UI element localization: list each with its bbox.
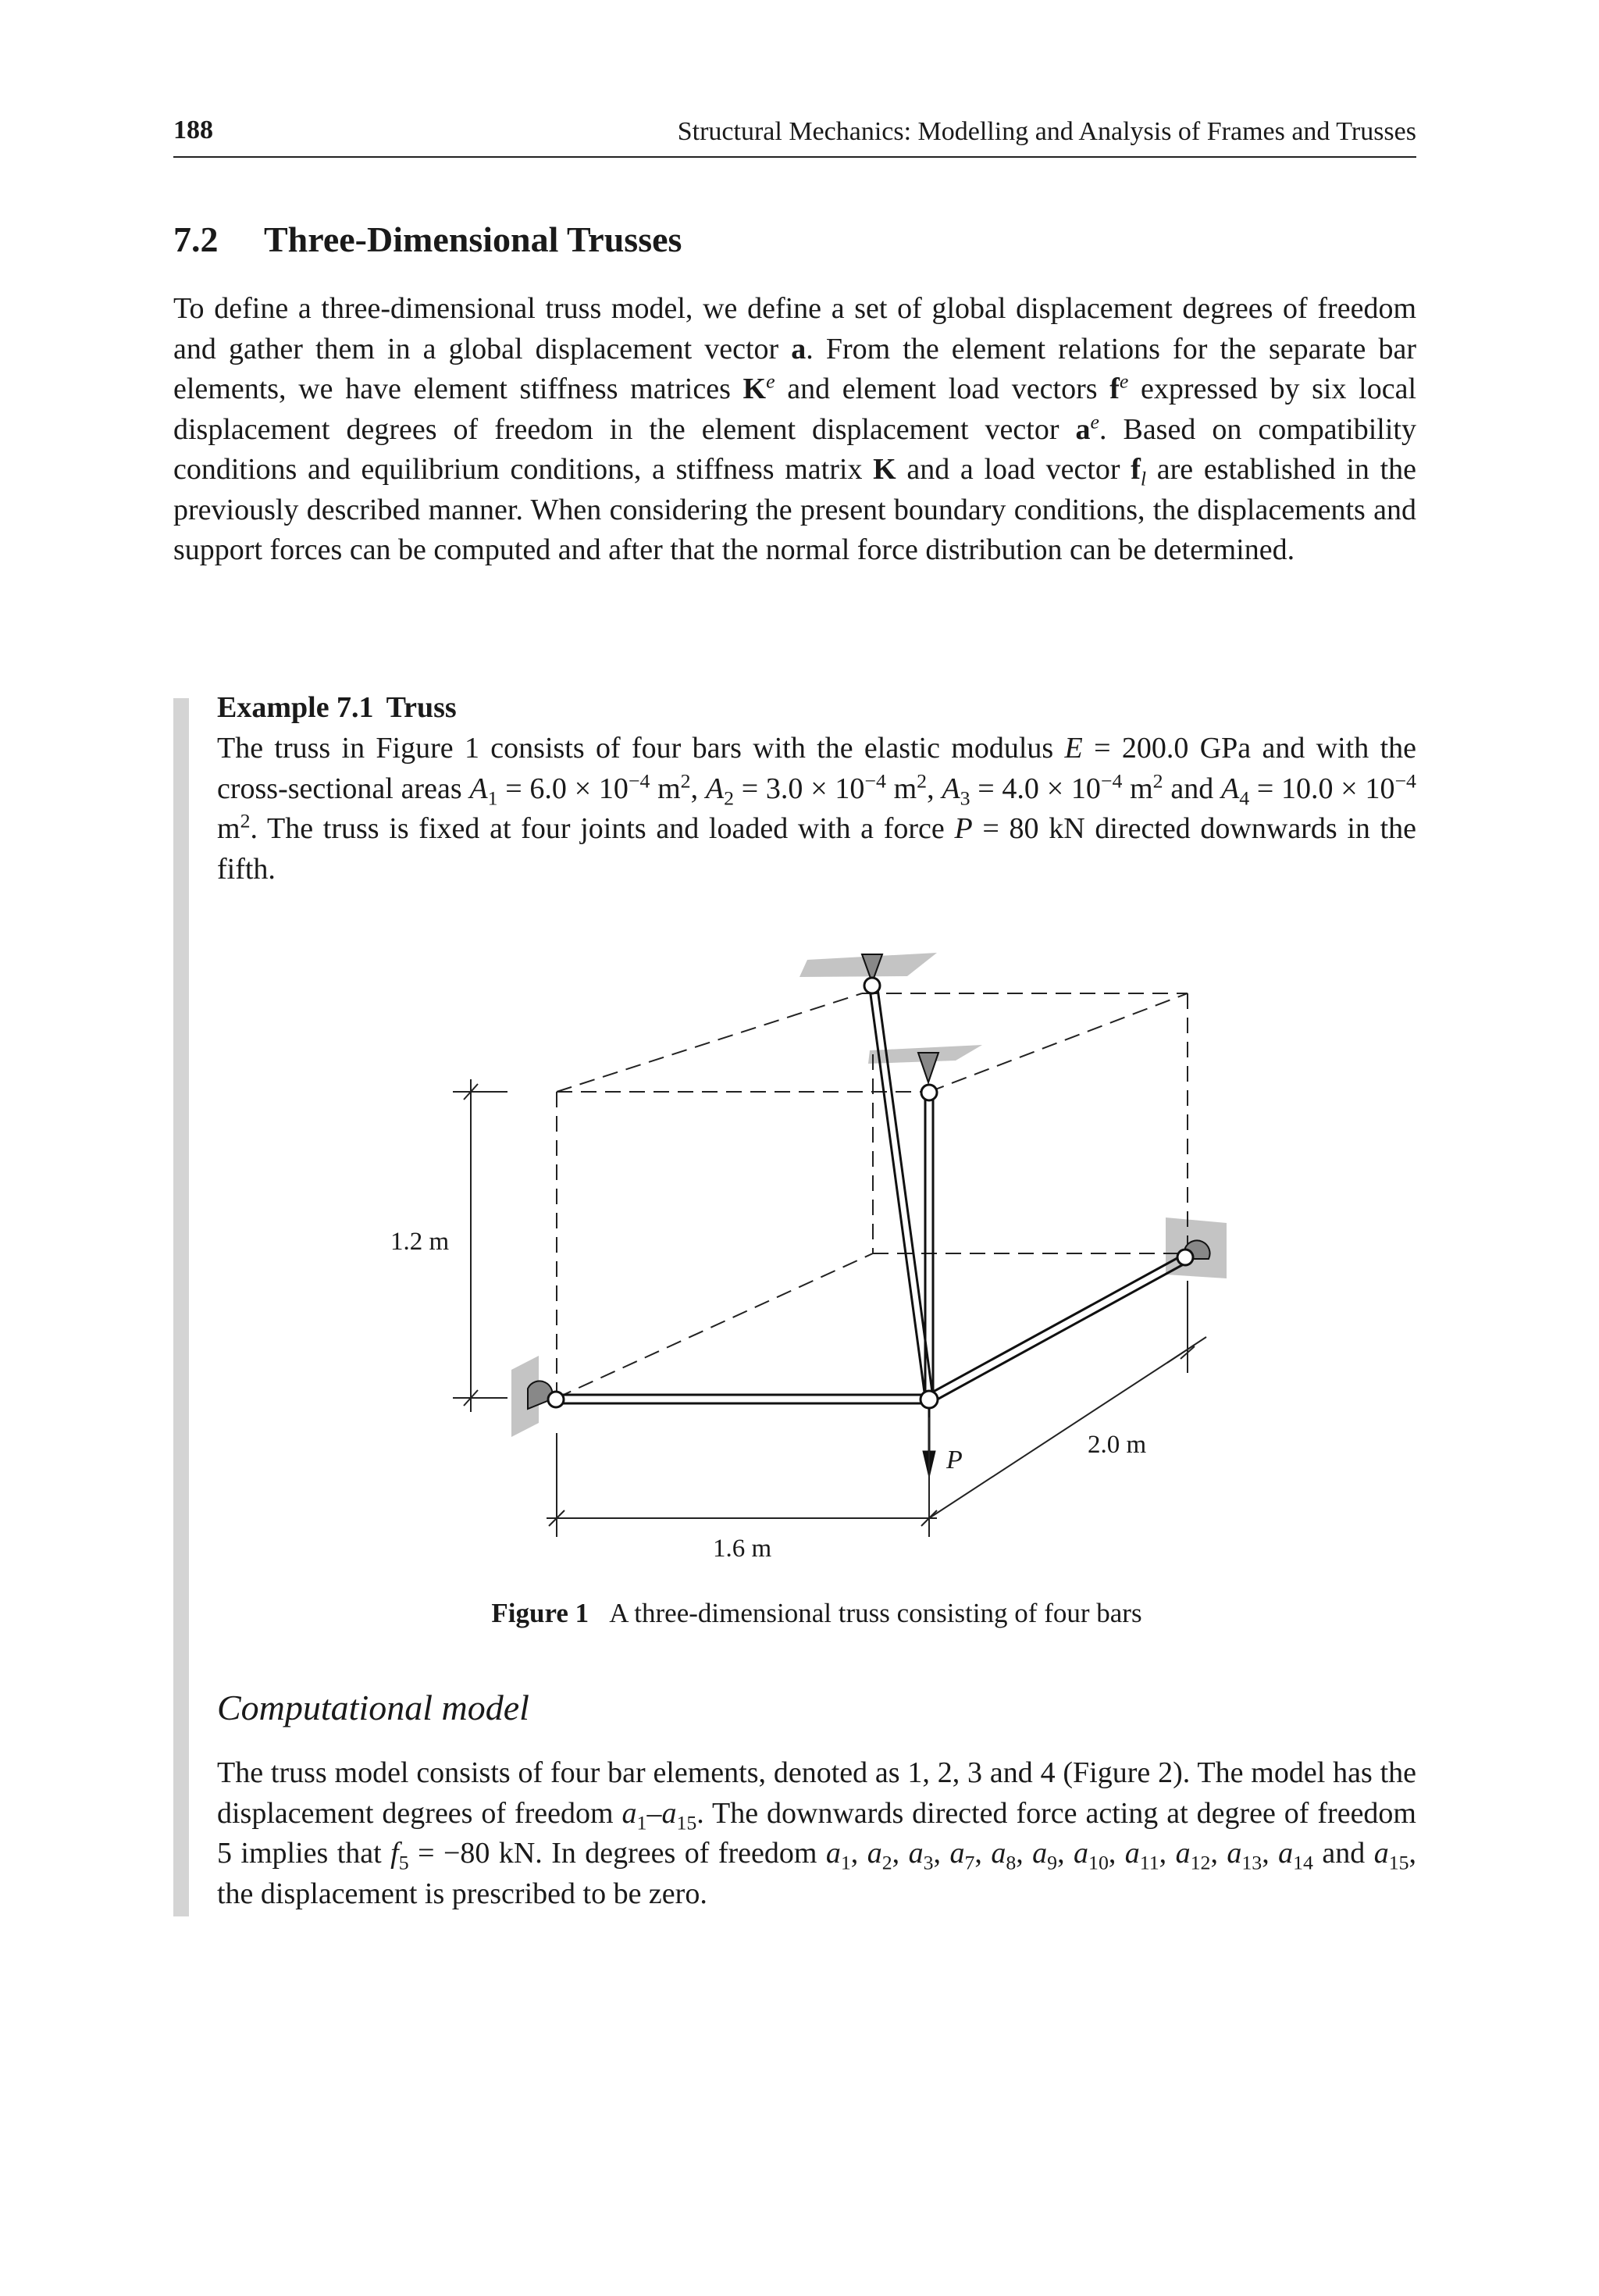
intro-paragraph: To define a three-dimensional truss model, we define a set of global displacement degrees of freedom and gather them in a global displacement vector a. From the element relations for the separate bar elements, we have element stiffness matrices $K^e$ and element load vectors $f^e$ expressed by six local displacement degrees of freedom in the element displacement vector $a^e$. Based on compatibility conditions and equilibrium conditions, a stiffness matrix K and a load vector $f_l$ are established in the previously described manner. When considering the present boundary conditions, the displacements and support forces can be computed and after that the normal force distribution can be determined. bbox=[173, 292, 1417, 566]
dimension-length-label: 1.6 m bbox=[713, 1535, 772, 1563]
section-title bbox=[173, 219, 682, 260]
model-paragraph: The truss model consists of four bar elements, denoted as 1, 2, 3 and 4 (Figure 2). The model has the displacement degrees of freedom $a_1-a_{15}$. The downwards directed force acting at degree of freedom 5 implies that $f_5 = -80$ kN. In degrees of freedom $a_1$, $a_2$, $a_3$, $a_7$, $a_8$, $a_9$, $a_{10}$, $a_{11}$, $a_{12}$, $a_{13}$, $a_{14}$ and $a_{15}$, the displacement is prescribed to be zero. bbox=[217, 1756, 1417, 1910]
page-number: 188 bbox=[173, 116, 213, 144]
load-label: P bbox=[946, 1446, 963, 1474]
example-title bbox=[217, 690, 457, 725]
section-title-text: Three-Dimensional Trusses bbox=[264, 219, 682, 259]
section-number: 7.2 bbox=[173, 219, 219, 259]
joint-top-front bbox=[921, 1085, 937, 1100]
dimension-lines bbox=[453, 1079, 1206, 1537]
example-name: Truss bbox=[386, 691, 457, 724]
figure-caption bbox=[217, 1598, 1416, 1629]
joint-top-back bbox=[864, 978, 880, 993]
bar-4 bbox=[928, 1254, 1189, 1403]
dimension-depth-label: 2.0 m bbox=[1088, 1431, 1147, 1459]
joint-loaded bbox=[921, 1391, 938, 1408]
running-title: Structural Mechanics: Modelling and Analysis of Frames and Trusses bbox=[677, 117, 1416, 146]
truss-joints bbox=[548, 978, 1193, 1408]
subsection-heading: Computational model bbox=[217, 1688, 529, 1727]
dimension-height-label: 1.2 m bbox=[390, 1228, 450, 1256]
figure-caption-number: Figure 1 bbox=[491, 1598, 589, 1628]
example-sidebar-bar bbox=[173, 698, 189, 1916]
bar-1 bbox=[557, 1395, 929, 1403]
bar-3 bbox=[925, 1095, 933, 1398]
support-pins bbox=[528, 954, 1210, 1409]
joint-left bbox=[548, 1392, 564, 1407]
truss-figure bbox=[375, 937, 1296, 1570]
example-paragraph: The truss in Figure 1 consists of four bars with the elastic modulus E = 200.0 GPa and with the cross-sectional areas $A_1 = 6.0 \times 10^{-4}$ $m^2$, $A_2 = 3.0 \times 10^{-4}$ $m^2$, $A_3 = 4.0 \times 10^{-4}$ $m^2$ and $A_4 = 10.0 \times 10^{-4}$ $m^2$. The truss is fixed at four joints and loaded with a force P = 80 kN directed downwards in the fifth. bbox=[217, 732, 1417, 886]
example-label: Example 7.1 bbox=[217, 691, 374, 724]
pin-top-front bbox=[918, 1053, 938, 1082]
joint-right bbox=[1177, 1250, 1193, 1265]
page-header bbox=[173, 116, 1416, 158]
figure-caption-text: A three-dimensional truss consisting of four bars bbox=[609, 1598, 1142, 1628]
